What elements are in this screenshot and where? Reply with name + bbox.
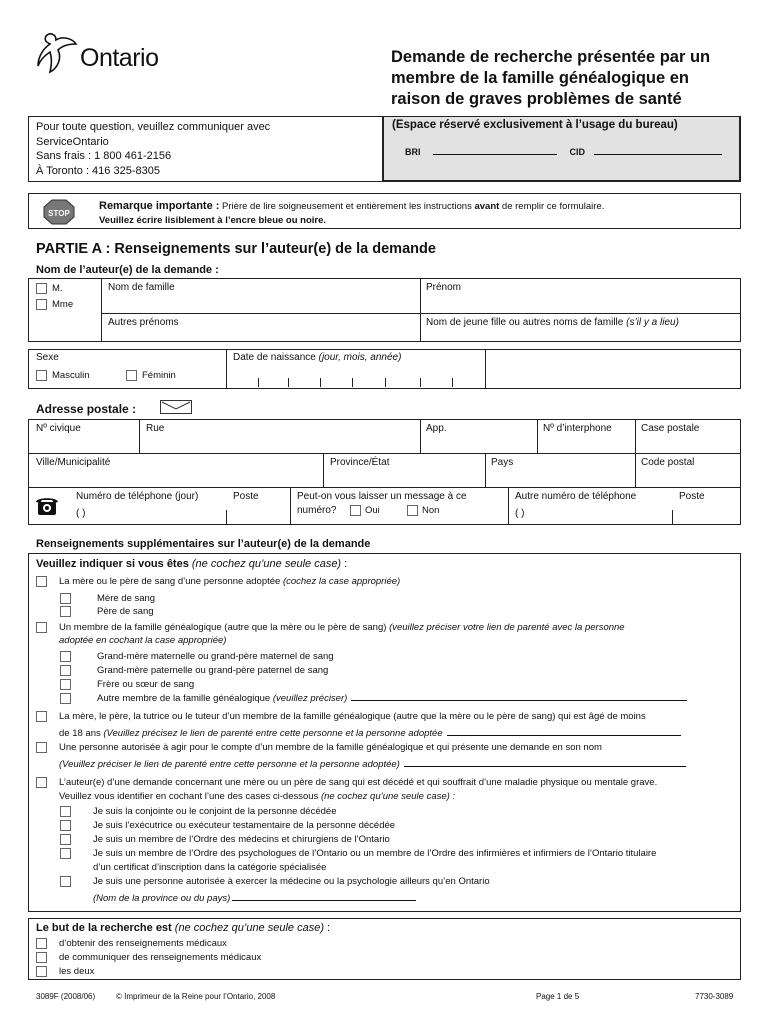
- option-autre-membre[interactable]: Autre membre de la famille généalogique (veuillez préciser): [60, 693, 687, 704]
- jeune-fille-field[interactable]: Nom de jeune fille ou autres noms de famille (s’il y a lieu): [426, 317, 679, 328]
- option-auteur-decede[interactable]: L’auteur(e) d’une demande concernant une mère ou un père de sang qui est décédé et qui souffrait d’une maladie physique ou mentale grave.: [36, 777, 657, 788]
- oui-checkbox[interactable]: Oui: [350, 505, 380, 516]
- option-parent-de-sang[interactable]: La mère ou le père de sang d’une personne adoptée (cochez la case appropriée): [36, 576, 400, 587]
- option-grand-parent-paternel[interactable]: Grand-mère paternelle ou grand-père paternel de sang: [60, 665, 328, 676]
- purpose-communiquer[interactable]: de communiquer des renseignements médicaux: [36, 952, 261, 963]
- option-tuteur-lien[interactable]: de 18 ans (Veuillez précisez le lien de parenté entre cette personne et la personne adoptée: [59, 728, 681, 739]
- nom-field[interactable]: Nom de famille: [108, 282, 175, 293]
- app-field[interactable]: App.: [426, 423, 447, 434]
- supp-heading: Renseignements supplémentaires sur l’auteur(e) de la demande: [36, 538, 371, 550]
- non-checkbox[interactable]: Non: [407, 505, 439, 516]
- case-postale-field[interactable]: Case postale: [641, 423, 700, 434]
- purpose-obtenir[interactable]: d’obtenir des renseignements médicaux: [36, 938, 227, 949]
- feminin-checkbox[interactable]: Féminin: [126, 370, 176, 381]
- option-frere-soeur[interactable]: Frère ou sœur de sang: [60, 679, 194, 690]
- indicate-heading: Veuillez indiquer si vous êtes (ne cochez qu’une seule case) :: [36, 558, 348, 570]
- message-question-2: numéro?: [297, 505, 337, 516]
- title-m-checkbox[interactable]: M.: [36, 283, 63, 294]
- autres-prenoms-field[interactable]: Autres prénoms: [108, 317, 179, 328]
- ville-field[interactable]: Ville/Municipalité: [36, 457, 111, 468]
- purpose-les-deux[interactable]: les deux: [36, 966, 94, 977]
- sexe-label: Sexe: [36, 352, 59, 363]
- notice-text: Remarque importante : Prière de lire soigneusement et entièrement les instructions avant de remplir ce formulaire. Veuillez écrire lisiblement à l’encre bleue ou noire.: [99, 200, 605, 226]
- code-postal-field[interactable]: Code postal: [641, 457, 695, 468]
- option-personne-autorisee-lien[interactable]: (Veuillez préciser le lien de parenté entre cette personne et la personne adoptée): [59, 759, 686, 770]
- ontario-logo: [36, 30, 186, 80]
- tel-jour-label: Numéro de téléphone (jour): [76, 491, 199, 502]
- option-personne-autorisee[interactable]: Une personne autorisée à agir pour le compte d’un membre de la famille généalogique et qui présente une demande en son nom: [36, 742, 602, 753]
- tel-jour-field[interactable]: ( ): [76, 508, 86, 519]
- footer-code: 3089F (2008/06): [36, 992, 96, 1001]
- rue-field[interactable]: Rue: [146, 423, 165, 434]
- option-ailleurs[interactable]: Je suis une personne autorisée à exercer la médecine ou la psychologie ailleurs qu’en Ontario: [60, 876, 490, 887]
- title-mme-checkbox[interactable]: Mme: [36, 299, 73, 310]
- option-membre-famille-note: adoptée en cochant la case appropriée): [59, 635, 227, 646]
- dob-field[interactable]: Date de naissance (jour, mois, année): [233, 352, 402, 363]
- civique-field[interactable]: Nº civique: [36, 423, 81, 434]
- pays-field[interactable]: Pays: [491, 457, 514, 468]
- message-question: Peut-on vous laisser un message à ce: [297, 491, 467, 502]
- option-psychologue-cont: d’un certificat d’inscription dans la catégorie spécialisée: [93, 862, 327, 873]
- option-conjoint[interactable]: Je suis la conjointe ou le conjoint de la personne décédée: [60, 806, 336, 817]
- autre-tel-label: Autre numéro de téléphone: [515, 491, 637, 502]
- option-mere-de-sang[interactable]: Mère de sang: [60, 593, 155, 604]
- prenom-field[interactable]: Prénom: [426, 282, 462, 293]
- bri-field[interactable]: BRI CID: [405, 147, 722, 157]
- envelope-icon: [160, 400, 192, 414]
- option-tuteur[interactable]: La mère, le père, la tutrice ou le tuteur d’un membre de la famille généalogique (autre que la mère ou le père de sang) qui est âgé de moins: [36, 711, 646, 722]
- form-title: Demande de recherche présentée par un membre de la famille généalogique en raison de graves problèmes de santé: [391, 48, 711, 108]
- option-auteur-decede-note: Veuillez vous identifier en cochant l’une des cases ci-dessous (ne cochez qu’une seule case) :: [59, 791, 456, 802]
- masculin-checkbox[interactable]: Masculin: [36, 370, 90, 381]
- svg-text:STOP: STOP: [48, 209, 70, 218]
- autre-tel-field[interactable]: ( ): [515, 508, 525, 519]
- purpose-heading: Le but de la recherche est (ne cochez qu’une seule case) :: [36, 922, 331, 934]
- contact-info: Pour toute question, veuillez communiquer avec ServiceOntario Sans frais : 1 800 461-2156 À Toronto : 416 325-8305: [36, 121, 271, 177]
- trillium-icon: [36, 30, 80, 78]
- logo-text: Ontario: [80, 44, 159, 72]
- footer-copyright: © Imprimeur de la Reine pour l’Ontario, 2008: [116, 992, 276, 1001]
- option-membre-famille[interactable]: Un membre de la famille généalogique (autre que la mère ou le père de sang) (veuillez préciser votre lien de parenté avec la personne: [36, 622, 625, 633]
- part-a-heading: PARTIE A : Renseignements sur l’auteur(e) de la demande: [36, 241, 436, 257]
- option-psychologue[interactable]: Je suis un membre de l’Ordre des psychologues de l’Ontario ou un membre de l’Ordre des infirmières et infirmiers de l’Ontario titulaire: [60, 848, 656, 859]
- address-heading: Adresse postale :: [36, 402, 137, 416]
- poste2-label: Poste: [679, 491, 705, 502]
- province-pays-field[interactable]: (Nom de la province ou du pays): [93, 893, 416, 904]
- interphone-field[interactable]: Nº d’interphone: [543, 423, 612, 434]
- option-executeur[interactable]: Je suis l’exécutrice ou exécuteur testamentaire de la personne décédée: [60, 820, 395, 831]
- name-heading: Nom de l’auteur(e) de la demande :: [36, 264, 219, 276]
- footer-number: 7730-3089: [695, 992, 734, 1001]
- stop-icon: [43, 199, 75, 225]
- footer-page: Page 1 de 5: [536, 992, 580, 1001]
- province-field[interactable]: Province/État: [330, 457, 390, 468]
- option-medecin[interactable]: Je suis un membre de l’Ordre des médecins et chirurgiens de l’Ontario: [60, 834, 390, 845]
- phone-icon: [35, 496, 59, 521]
- option-grand-parent-maternel[interactable]: Grand-mère maternelle ou grand-père maternel de sang: [60, 651, 334, 662]
- option-pere-de-sang[interactable]: Père de sang: [60, 606, 154, 617]
- poste-label: Poste: [233, 491, 259, 502]
- office-heading: (Espace réservé exclusivement à l’usage du bureau): [392, 119, 678, 131]
